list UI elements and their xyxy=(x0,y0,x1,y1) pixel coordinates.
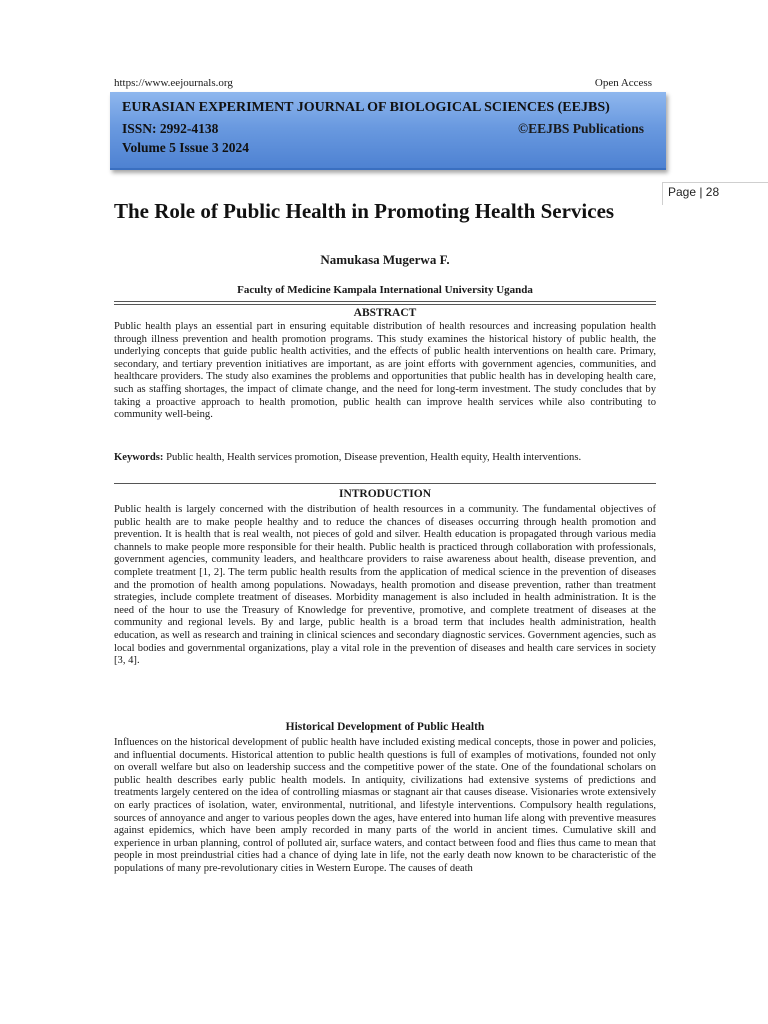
issn: ISSN: 2992-4138 xyxy=(122,121,219,136)
keywords xyxy=(114,452,656,465)
divider xyxy=(114,301,656,302)
journal-name: EURASIAN EXPERIMENT JOURNAL OF BIOLOGICAL SCIENCES (EEJBS) xyxy=(122,100,610,115)
author: Namukasa Mugerwa F. xyxy=(320,252,450,267)
volume-issue: Volume 5 Issue 3 2024 xyxy=(122,140,250,155)
journal-banner xyxy=(110,92,666,170)
page-divider xyxy=(662,183,663,205)
abstract-heading: ABSTRACT xyxy=(353,307,417,319)
keywords-label: Keywords: xyxy=(114,452,164,463)
history-text: Influences on the historical development of public health have included existing medical concepts, those in power and policies, and influential documents. Historical attention to public health questions is full of examples of motivations, founded not only on overall welfare but also on leadership success and the competitive power of the state. One of the foundational scholars on public health describes early public health models. In antiquity, civilizations had extensive systems of predictions and treatments largely centered on the idea of controlling miasmas or stagnant air that causes disease. Visionaries wrote extensively on early practices of isolation, water, environmental, nutritional, and lifestyle interventions. Compulsory health regulations, sources of annoyance and anger to various peoples down the ages, have entered into human life along with preventive measures against epidemics, which have been amply recorded in many parts of the world in ancient times. Cumulative skill and experience in urban planning, control of polluted air, surface waters, and contact between food and flies thus came to mean that people in most preindustrial cities had a chance of dying late in life, not the early death now known to be characteristic of the populations of many pre-revolutionary cities in Western Europe. The causes of death xyxy=(114,737,656,874)
history-heading: Historical Development of Public Health xyxy=(285,721,485,733)
journal-url[interactable]: https://www.eejournals.org xyxy=(114,77,233,89)
affiliation: Faculty of Medicine Kampala International University Uganda xyxy=(237,284,533,296)
introduction-heading: INTRODUCTION xyxy=(338,488,431,500)
open-access-label: Open Access xyxy=(594,77,652,89)
keywords-text: Public health, Health services promotion, Disease prevention, Health equity, Health interventions. xyxy=(166,452,582,463)
publisher: ©EEJBS Publications xyxy=(518,121,644,136)
abstract-text: Public health plays an essential part in ensuring equitable distribution of health resources and increasing population health through illness prevention and health promotion programs. This study examines the historical history of public health, the underlying concepts that guide public health activities, and the effects of public health interventions on health care. Primary, secondary, and tertiary prevention initiatives are important, as are joint efforts with government agencies, communities, and healthcare providers. The study also examines the problems and opportunities that public health has in developing health care, such as staffing shortages, the impact of climate change, and the need for long-term investment. The study concludes that by taking a proactive approach to health promotion, public health can improve health services while also contributing to community well-being. xyxy=(114,321,656,421)
page-number: Page | 28 xyxy=(668,185,720,199)
running-header xyxy=(114,76,652,90)
divider xyxy=(114,304,656,305)
introduction-text: Public health is largely concerned with the distribution of health resources in a community. The fundamental objectives of public health are to make people healthy and to reduce the chances of diseases occurring through health promotion and prevention. It is health that is real wealth, not pieces of gold and silver. Health education is propagated through various media channels to make people more responsible for their health. Public health is practiced through collaboration with professionals, government agencies, community leaders, and healthcare providers to raise awareness about health, disease prevention, and complete treatment [1, 2]. The term public health results from the application of medical science in the prevention of diseases and the promotion of health among populations. Nowadays, health promotion and disease prevention, rather than treatment strategies, include complete treatment of diseases. Morbidity management is also included in health administration. It is the need of the hour to use the Treasury of Knowledge for preventive, promotive, and complete treatment of diseases at the community and regional levels. By and large, public health is a broad term that includes health administration, health education, as well as research and training in clinical sciences and secondary diagnostic services. Government agencies, such as local bodies and governmental organizations, play a vital role in the prevention of diseases and health care services in society [3, 4]. xyxy=(114,504,656,667)
page-number-box xyxy=(662,182,768,205)
divider xyxy=(114,483,656,484)
article-title: The Role of Public Health in Promoting Health Services xyxy=(114,199,615,223)
